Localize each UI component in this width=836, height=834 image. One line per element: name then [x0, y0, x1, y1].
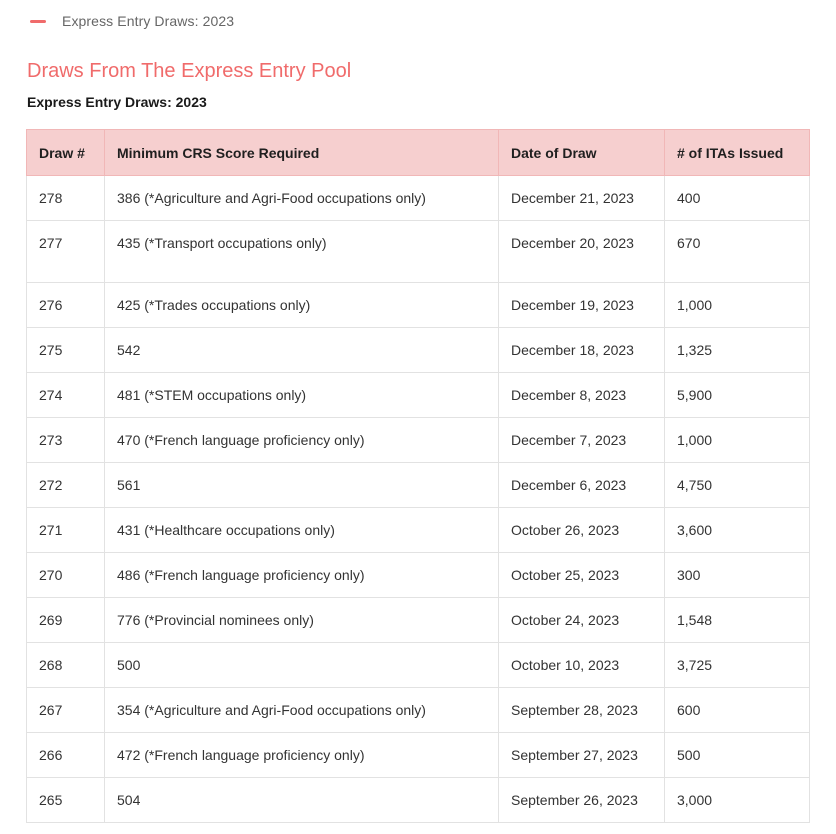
cell-min-crs: 435 (*Transport occupations only): [105, 221, 499, 283]
cell-draw-number: 274: [27, 373, 105, 418]
column-header-min-crs: Minimum CRS Score Required: [105, 130, 499, 176]
cell-draw-number: 266: [27, 733, 105, 778]
cell-min-crs: 425 (*Trades occupations only): [105, 283, 499, 328]
cell-min-crs: 504: [105, 778, 499, 823]
cell-date: September 27, 2023: [499, 733, 665, 778]
cell-itas: 1,325: [665, 328, 810, 373]
cell-itas: 3,600: [665, 508, 810, 553]
draws-table: [26, 129, 810, 823]
cell-draw-number: 272: [27, 463, 105, 508]
cell-min-crs: 500: [105, 643, 499, 688]
cell-draw-number: 265: [27, 778, 105, 823]
cell-draw-number: 269: [27, 598, 105, 643]
cell-date: December 19, 2023: [499, 283, 665, 328]
cell-draw-number: 273: [27, 418, 105, 463]
table-row: [27, 418, 810, 463]
cell-itas: 300: [665, 553, 810, 598]
section-heading: Draws From The Express Entry Pool: [27, 60, 352, 82]
table-row: [27, 221, 810, 283]
cell-date: October 25, 2023: [499, 553, 665, 598]
cell-date: October 26, 2023: [499, 508, 665, 553]
minus-icon[interactable]: [30, 20, 46, 23]
column-header-draw-number: Draw #: [27, 130, 105, 176]
cell-itas: 3,725: [665, 643, 810, 688]
accordion-header[interactable]: [30, 8, 234, 34]
table-row: [27, 463, 810, 508]
cell-date: September 26, 2023: [499, 778, 665, 823]
accordion-title[interactable]: Express Entry Draws: 2023: [62, 13, 235, 29]
cell-date: December 7, 2023: [499, 418, 665, 463]
cell-itas: 670: [665, 221, 810, 283]
table-row: [27, 508, 810, 553]
cell-min-crs: 776 (*Provincial nominees only): [105, 598, 499, 643]
table-row: [27, 733, 810, 778]
cell-itas: 400: [665, 176, 810, 221]
cell-min-crs: 354 (*Agriculture and Agri-Food occupations only): [105, 688, 499, 733]
cell-date: December 6, 2023: [499, 463, 665, 508]
column-header-date: Date of Draw: [499, 130, 665, 176]
table-row: [27, 328, 810, 373]
cell-draw-number: 275: [27, 328, 105, 373]
cell-itas: 600: [665, 688, 810, 733]
cell-min-crs: 472 (*French language proficiency only): [105, 733, 499, 778]
cell-itas: 5,900: [665, 373, 810, 418]
table-caption: Express Entry Draws: 2023: [27, 94, 207, 110]
cell-draw-number: 267: [27, 688, 105, 733]
table-row: [27, 283, 810, 328]
cell-date: October 10, 2023: [499, 643, 665, 688]
column-header-itas: # of ITAs Issued: [665, 130, 810, 176]
table-row: [27, 643, 810, 688]
cell-min-crs: 470 (*French language proficiency only): [105, 418, 499, 463]
table-row: [27, 373, 810, 418]
cell-draw-number: 276: [27, 283, 105, 328]
table-row: [27, 778, 810, 823]
cell-draw-number: 278: [27, 176, 105, 221]
cell-itas: 4,750: [665, 463, 810, 508]
cell-min-crs: 561: [105, 463, 499, 508]
cell-itas: 1,000: [665, 283, 810, 328]
cell-min-crs: 386 (*Agriculture and Agri-Food occupations only): [105, 176, 499, 221]
cell-date: December 18, 2023: [499, 328, 665, 373]
table-row: [27, 176, 810, 221]
cell-date: September 28, 2023: [499, 688, 665, 733]
cell-date: December 21, 2023: [499, 176, 665, 221]
cell-min-crs: 481 (*STEM occupations only): [105, 373, 499, 418]
cell-min-crs: 486 (*French language proficiency only): [105, 553, 499, 598]
table-row: [27, 688, 810, 733]
table-header-row: [27, 130, 810, 176]
cell-date: October 24, 2023: [499, 598, 665, 643]
table-row: [27, 598, 810, 643]
cell-itas: 1,548: [665, 598, 810, 643]
cell-itas: 500: [665, 733, 810, 778]
cell-min-crs: 542: [105, 328, 499, 373]
cell-draw-number: 277: [27, 221, 105, 283]
cell-itas: 1,000: [665, 418, 810, 463]
cell-draw-number: 268: [27, 643, 105, 688]
cell-date: December 20, 2023: [499, 221, 665, 283]
cell-draw-number: 270: [27, 553, 105, 598]
cell-min-crs: 431 (*Healthcare occupations only): [105, 508, 499, 553]
cell-date: December 8, 2023: [499, 373, 665, 418]
cell-draw-number: 271: [27, 508, 105, 553]
cell-itas: 3,000: [665, 778, 810, 823]
table-row: [27, 553, 810, 598]
